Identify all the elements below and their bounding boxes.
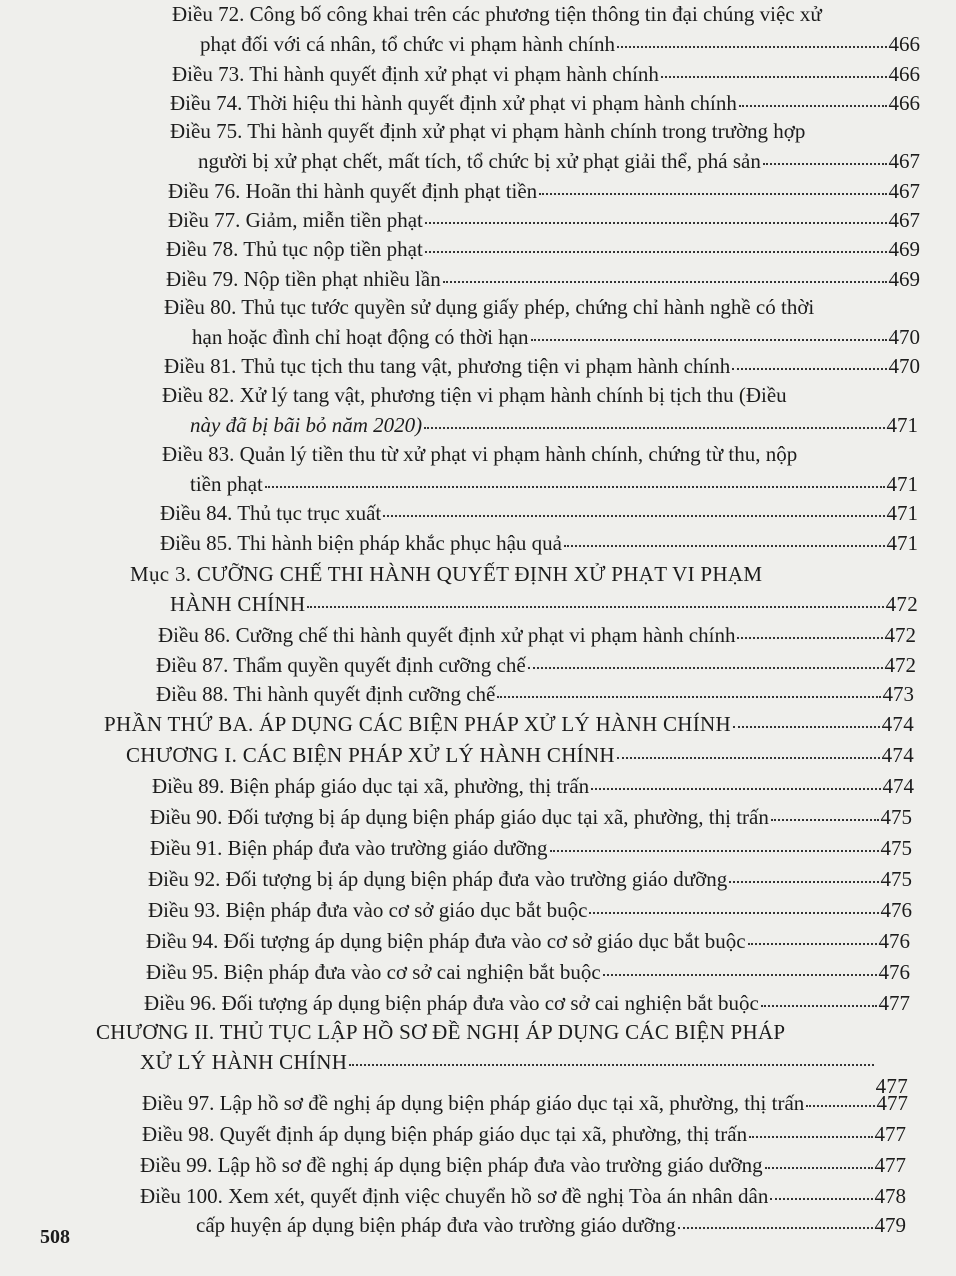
- toc-page-number: 467: [888, 149, 920, 173]
- toc-entry-title: Điều 94. Đối tượng áp dụng biện pháp đưa vào cơ sở giáo dục bắt buộc: [146, 929, 746, 953]
- toc-page-number: 474: [881, 712, 914, 736]
- toc-page-number: 477: [876, 1091, 908, 1115]
- toc-page-number: 475: [880, 836, 912, 860]
- dot-leader: [661, 59, 887, 81]
- toc-entry: [166, 264, 920, 294]
- toc-page-number: 469: [888, 237, 920, 261]
- toc-entry: [166, 234, 920, 264]
- toc-page-number: 475: [880, 867, 912, 891]
- toc-page-number: 467: [888, 208, 920, 232]
- toc-entry: [162, 381, 918, 440]
- toc-entry: [156, 679, 914, 709]
- toc-page-number: 471: [886, 501, 918, 525]
- dot-leader: [603, 957, 877, 979]
- toc-entry: [150, 833, 912, 863]
- dot-leader: [765, 1150, 873, 1172]
- page-number: 508: [40, 1226, 70, 1248]
- toc-page-number: 472: [884, 653, 916, 677]
- toc-page-number: 477: [874, 1122, 906, 1146]
- dot-leader: [617, 29, 887, 51]
- dot-leader: [564, 528, 884, 550]
- toc-entry: [150, 802, 912, 832]
- toc-chapter-title-cont: XỬ LÝ HÀNH CHÍNH: [140, 1050, 348, 1074]
- toc-entry-title: Điều 83. Quản lý tiền thu từ xử phạt vi phạm hành chính, chứng từ thu, nộp: [162, 442, 798, 466]
- toc-page-number: 475: [880, 805, 912, 829]
- toc-entry-title: Điều 78. Thủ tục nộp tiền phạt: [166, 237, 423, 261]
- dot-leader: [763, 146, 887, 168]
- dot-leader: [265, 469, 885, 491]
- toc-entry: [140, 1181, 906, 1211]
- toc-entry: [172, 0, 920, 59]
- toc-entry-title: Điều 87. Thẩm quyền quyết định cưỡng chế: [156, 653, 526, 677]
- dot-leader: [539, 176, 886, 198]
- toc-entry-title: Điều 74. Thời hiệu thi hành quyết định xử phạt vi phạm hành chính: [170, 91, 737, 115]
- toc-entry-title: Điều 97. Lập hồ sơ đề nghị áp dụng biện pháp giáo dục tại xã, phường, thị trấn: [142, 1091, 805, 1115]
- toc-entry-title: Điều 89. Biện pháp giáo dục tại xã, phường, thị trấn: [152, 774, 590, 798]
- toc-entry: [148, 895, 912, 925]
- toc-entry: [170, 117, 920, 176]
- toc-page-number: 471: [886, 531, 918, 555]
- toc-entry-title: Điều 100. Xem xét, quyết định việc chuyển hồ sơ đề nghị Tòa án nhân dân: [140, 1184, 769, 1208]
- dot-leader: [425, 205, 887, 227]
- dot-leader: [528, 650, 883, 672]
- toc-entry: [162, 440, 918, 499]
- toc-entry: [168, 176, 920, 206]
- dot-leader: [424, 410, 884, 432]
- toc-entry-title: Điều 93. Biện pháp đưa vào cơ sở giáo dục bắt buộc: [148, 898, 588, 922]
- toc-page-number: 472: [884, 623, 916, 647]
- toc-part-title: PHẦN THỨ BA. ÁP DỤNG CÁC BIỆN PHÁP XỬ LÝ HÀNH CHÍNH: [104, 712, 731, 736]
- dot-leader: [761, 988, 877, 1010]
- dot-leader: [737, 620, 882, 642]
- toc-entry-title-cont: này đã bị bãi bỏ năm 2020): [190, 413, 423, 437]
- toc-page-number: 471: [886, 413, 918, 437]
- toc-entry: [168, 205, 920, 235]
- dot-leader: [770, 1181, 872, 1203]
- toc-entry: [148, 864, 912, 894]
- toc-section-heading: [130, 560, 918, 619]
- dot-leader: [678, 1210, 873, 1232]
- dot-leader: [349, 1047, 873, 1069]
- toc-entry: [160, 528, 918, 558]
- toc-entry-title: Điều 79. Nộp tiền phạt nhiều lần: [166, 267, 441, 291]
- toc-page-number: 473: [882, 682, 914, 706]
- dot-leader: [739, 88, 887, 110]
- toc-page-number: 466: [888, 62, 920, 86]
- dot-leader: [531, 322, 887, 344]
- dot-leader: [806, 1088, 874, 1110]
- dot-leader: [591, 771, 880, 793]
- toc-entry: [142, 1119, 906, 1149]
- toc-entry-title: Điều 98. Quyết định áp dụng biện pháp giáo dục tại xã, phường, thị trấn: [142, 1122, 748, 1146]
- dot-leader: [383, 498, 884, 520]
- toc-entry-title: Điều 72. Công bố công khai trên các phương tiện thông tin đại chúng việc xử: [172, 2, 822, 26]
- toc-page-number: 467: [888, 179, 920, 203]
- toc-page-number: 479: [874, 1213, 906, 1237]
- toc-entry: [172, 59, 920, 89]
- toc-entry-title-cont: phạt đối với cá nhân, tổ chức vi phạm hành chính: [200, 32, 615, 56]
- toc-section-title-cont: HÀNH CHÍNH: [170, 592, 306, 616]
- toc-entry-title: Điều 88. Thi hành quyết định cưỡng chế: [156, 682, 496, 706]
- toc-part-heading: [104, 709, 914, 739]
- toc-entry-title: Điều 96. Đối tượng áp dụng biện pháp đưa vào cơ sở cai nghiện bắt buộc: [144, 991, 759, 1015]
- toc-entry: [146, 926, 910, 956]
- toc-section-title: Mục 3. CƯỠNG CHẾ THI HÀNH QUYẾT ĐỊNH XỬ PHẠT VI PHẠM: [130, 562, 763, 586]
- toc-page-number: 474: [881, 743, 914, 767]
- toc-entry-title: Điều 99. Lập hồ sơ đề nghị áp dụng biện pháp đưa vào trường giáo dưỡng: [140, 1153, 763, 1177]
- toc-page-number: 472: [885, 592, 918, 616]
- toc-page-number: 471: [886, 472, 918, 496]
- dot-leader: [732, 351, 886, 373]
- dot-leader: [617, 740, 880, 762]
- toc-entry-title: Điều 95. Biện pháp đưa vào cơ sở cai nghiện bắt buộc: [146, 960, 601, 984]
- toc-entry-title: Điều 86. Cưỡng chế thi hành quyết định xử phạt vi phạm hành chính: [158, 623, 736, 647]
- toc-entry: [164, 293, 920, 352]
- toc-entry-title-cont: tiền phạt: [190, 472, 263, 496]
- toc-page-number: 470: [888, 325, 920, 349]
- toc-entry-title: Điều 85. Thi hành biện pháp khắc phục hậu quả: [160, 531, 563, 555]
- dot-leader: [307, 589, 883, 611]
- dot-leader: [749, 1119, 872, 1141]
- toc-page-number: 469: [888, 267, 920, 291]
- toc-entry: [140, 1150, 906, 1180]
- toc-chapter-title: CHƯƠNG I. CÁC BIỆN PHÁP XỬ LÝ HÀNH CHÍNH: [126, 743, 615, 767]
- toc-entry-title: Điều 77. Giảm, miễn tiền phạt: [168, 208, 423, 232]
- toc-entry: [144, 988, 910, 1018]
- dot-leader: [589, 895, 878, 917]
- dot-leader: [443, 264, 887, 286]
- toc-chapter-title: CHƯƠNG II. THỦ TỤC LẬP HỒ SƠ ĐỀ NGHỊ ÁP DỤNG CÁC BIỆN PHÁP: [96, 1020, 786, 1044]
- toc-entry-title: Điều 76. Hoãn thi hành quyết định phạt tiền: [168, 179, 538, 203]
- toc-entry-title: Điều 81. Thủ tục tịch thu tang vật, phương tiện vi phạm hành chính: [164, 354, 731, 378]
- toc-entry-title-cont: cấp huyện áp dụng biện pháp đưa vào trường giáo dưỡng: [196, 1213, 676, 1237]
- toc-chapter-heading: [126, 740, 914, 770]
- toc-page-number: 476: [878, 929, 910, 953]
- toc-entry-title: Điều 90. Đối tượng bị áp dụng biện pháp giáo dục tại xã, phường, thị trấn: [150, 805, 769, 829]
- toc-entry-title: Điều 91. Biện pháp đưa vào trường giáo dưỡng: [150, 836, 548, 860]
- toc-entry: [158, 620, 916, 650]
- dot-leader: [733, 709, 880, 731]
- toc-page-number: 478: [874, 1184, 906, 1208]
- dot-leader: [425, 234, 887, 256]
- toc-page-number: 477: [874, 1153, 906, 1177]
- dot-leader: [748, 926, 877, 948]
- toc-page-number: 470: [888, 354, 920, 378]
- toc-entry-title: Điều 82. Xử lý tang vật, phương tiện vi phạm hành chính bị tịch thu (Điều: [162, 383, 787, 407]
- toc-chapter-heading: [96, 1018, 908, 1098]
- dot-leader: [497, 679, 880, 701]
- toc-entry: [146, 957, 910, 987]
- toc-entry-title: Điều 80. Thủ tục tước quyền sử dụng giấy phép, chứng chỉ hành nghề có thời: [164, 295, 815, 319]
- dot-leader: [729, 864, 878, 886]
- toc-entry: [152, 771, 914, 801]
- toc-entry: [196, 1210, 906, 1240]
- toc-entry-title: Điều 73. Thi hành quyết định xử phạt vi phạm hành chính: [172, 62, 659, 86]
- toc-entry-title-cont: hạn hoặc đình chỉ hoạt động có thời hạn: [192, 325, 529, 349]
- toc-entry-title: Điều 92. Đối tượng bị áp dụng biện pháp đưa vào trường giáo dưỡng: [148, 867, 728, 891]
- dot-leader: [550, 833, 879, 855]
- toc-page-number: 466: [888, 32, 920, 56]
- dot-leader: [771, 802, 879, 824]
- toc-page-number: 474: [882, 774, 914, 798]
- toc-entry: [142, 1088, 908, 1118]
- toc-entry-title-cont: người bị xử phạt chết, mất tích, tổ chức bị xử phạt giải thể, phá sản: [198, 149, 761, 173]
- toc-page-number: 476: [880, 898, 912, 922]
- toc-page-number: 477: [878, 991, 910, 1015]
- toc-entry-title: Điều 84. Thủ tục trục xuất: [160, 501, 382, 525]
- toc-page-number: 476: [878, 960, 910, 984]
- toc-page-number: 477: [875, 1074, 908, 1098]
- toc-page-number: 466: [888, 91, 920, 115]
- toc-entry: [164, 351, 920, 381]
- toc-entry-title: Điều 75. Thi hành quyết định xử phạt vi phạm hành chính trong trường hợp: [170, 119, 806, 143]
- toc-entry: [170, 88, 920, 118]
- toc-entry: [160, 498, 918, 528]
- toc-entry: [156, 650, 916, 680]
